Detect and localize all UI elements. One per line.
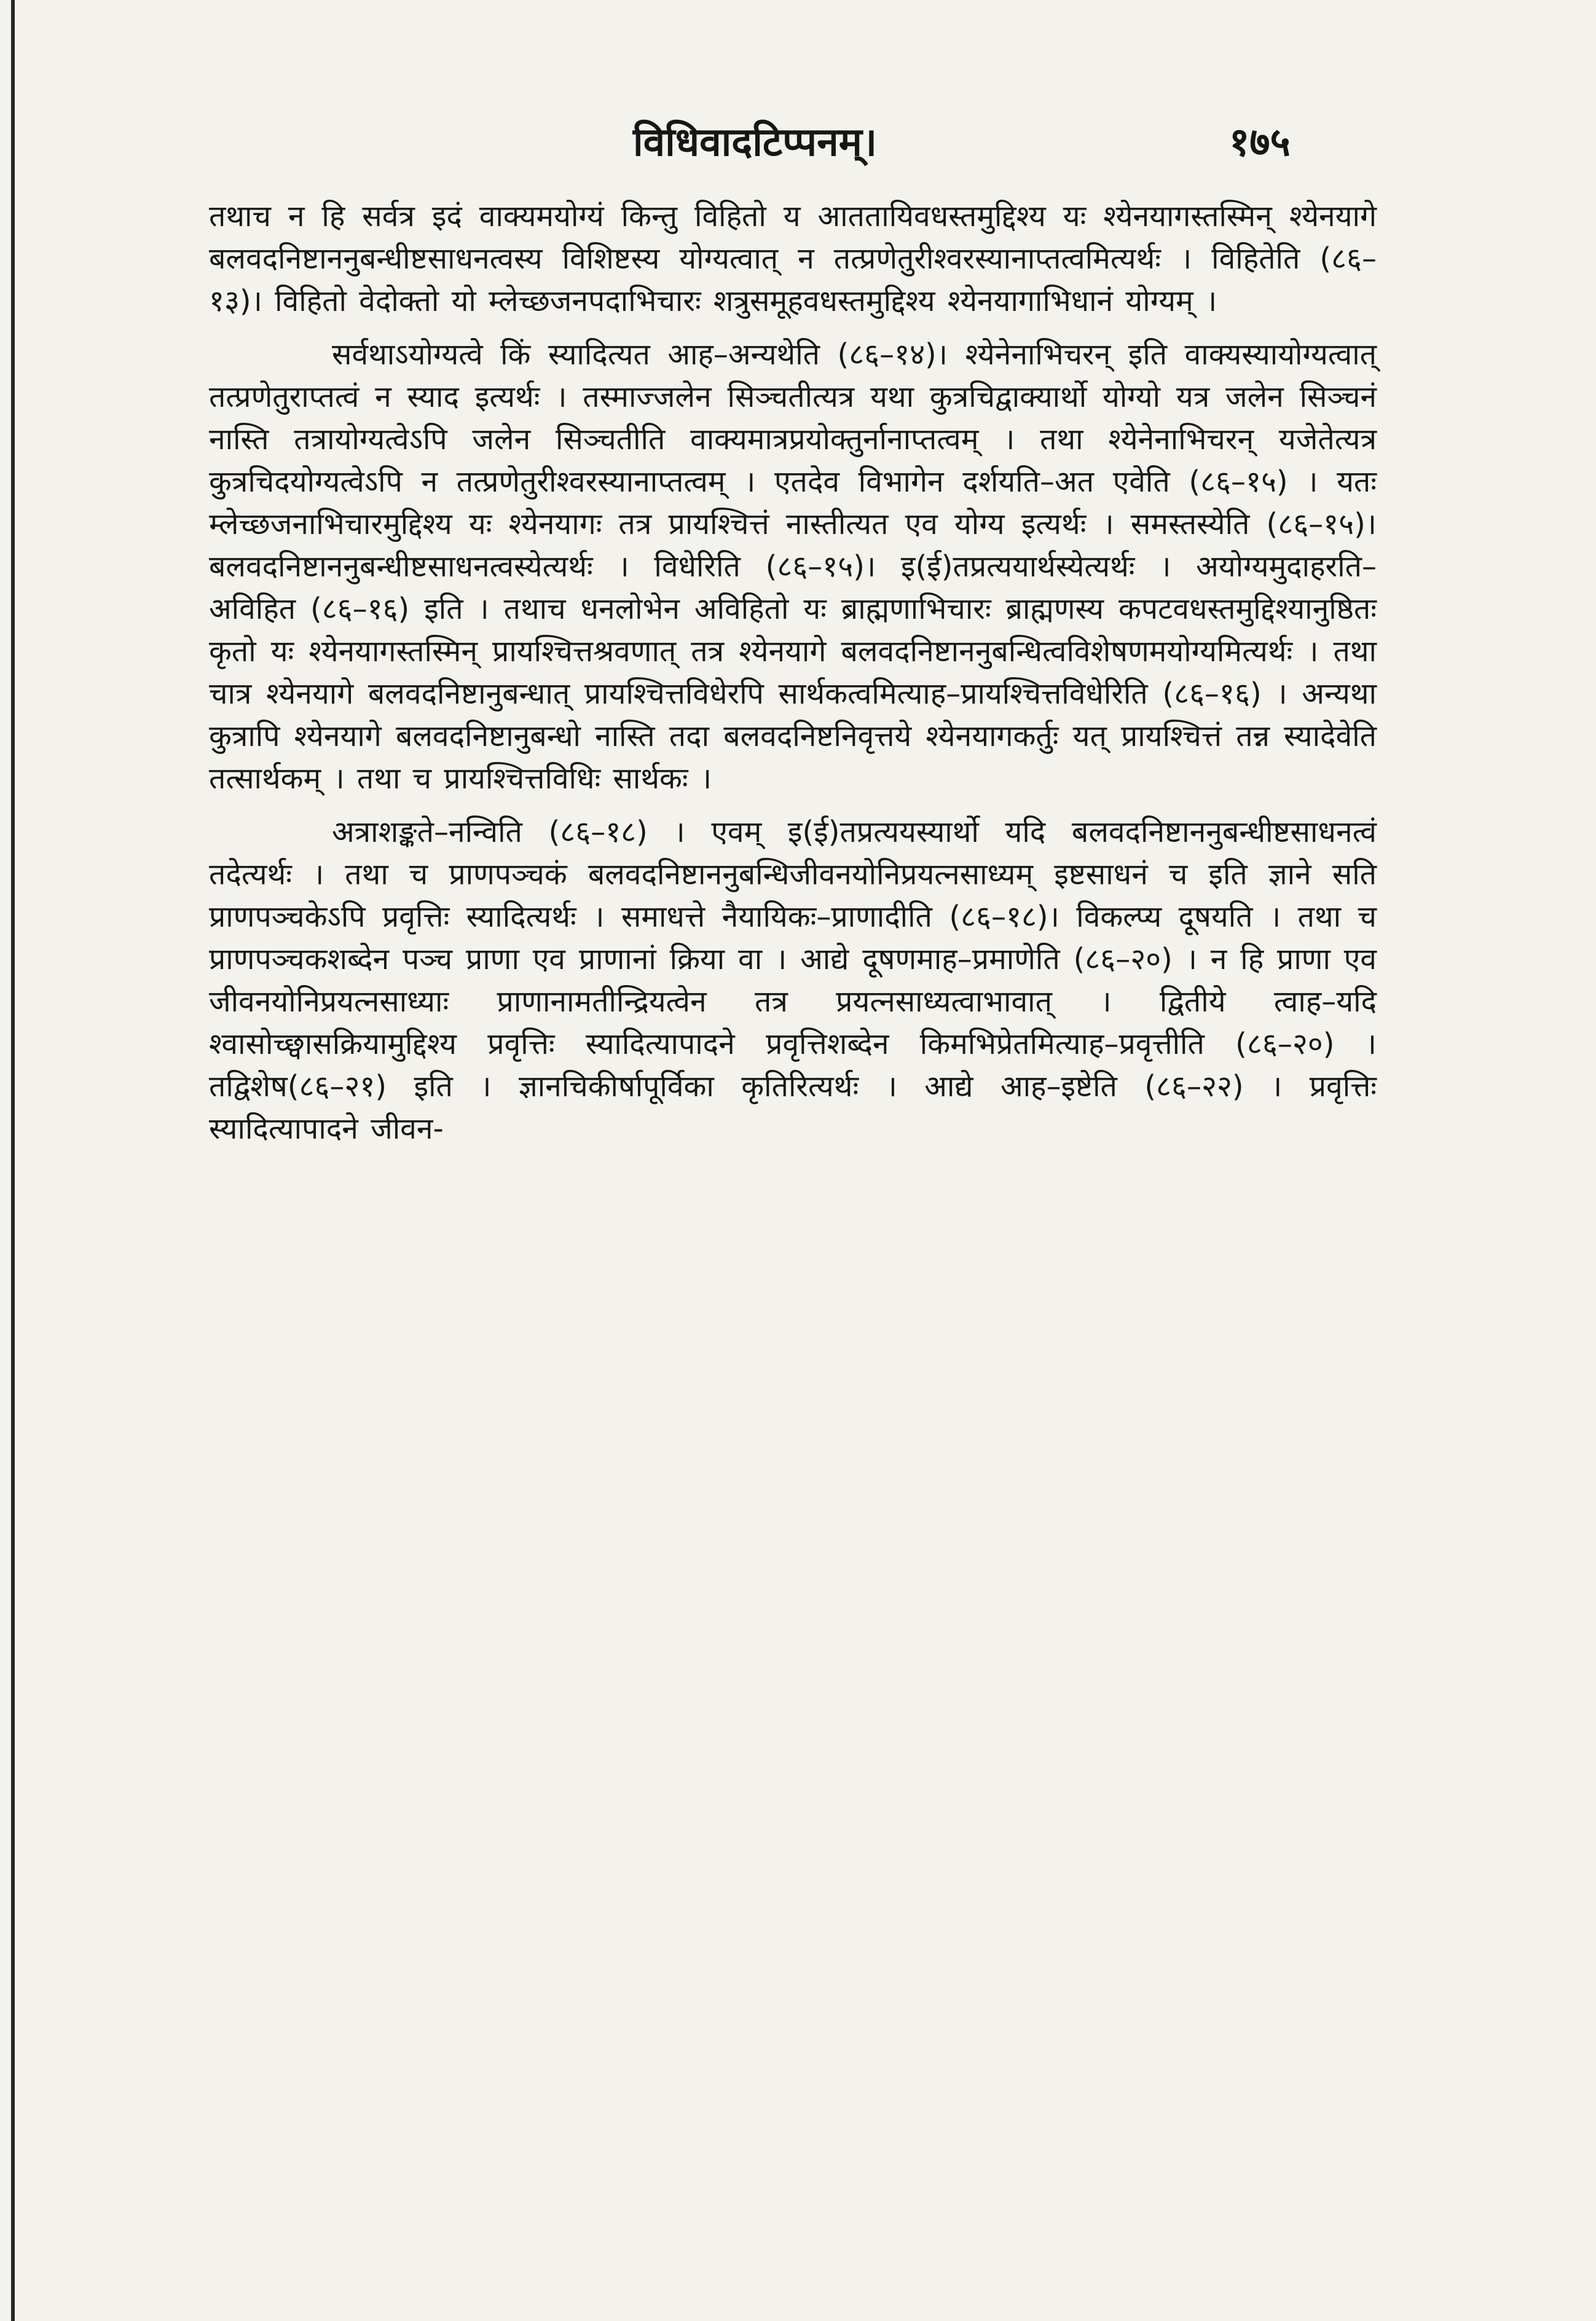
paragraph: अत्राशङ्कते–नन्विति (८६–१८) । एवम् इ(ई)तप्रत्ययस्यार्थो यदि बलवदनिष्टाननुबन्धीष्टसाधनत्वं तदेत्यर्थः । तथा च प्राणपञ्चकं बलवदनिष्टाननुबन्धिजीवनयोनिप्रयत्नसाध्यम् इष्टसाधनं च इति ज्ञाने सति प्राणपञ्चकेऽपि प्रवृत्तिः स्यादित्यर्थः । समाधत्ते नैयायिकः–प्राणादीति (८६–१८)। विकल्प्य दूषयति । तथा च प्राणपञ्चकशब्देन पञ्च प्राणा एव प्राणानां क्रिया वा । आद्ये दूषणमाह–प्रमाणेति (८६–२०) । न हि प्राणा एव जीवनयोनिप्रयत्नसाध्याः प्राणानामतीन्द्रियत्वेन तत्र प्रयत्नसाध्यत्वाभावात् । द्वितीये त्वाह–यदि श्वासोच्छ्वासक्रियामुद्दिश्य प्रवृत्तिः स्यादित्यापादने प्रवृत्तिशब्देन किमभिप्रेतमित्याह–प्रवृत्तीति (८६–२०) । तद्विशेष(८६–२१) इति । ज्ञानचिकीर्षापूर्विका कृतिरित्यर्थः । आद्ये आह–इष्टेति (८६–२२) । प्रवृत्तिः स्यादित्यापादने जीवन-	[209, 815, 1377, 1146]
page-number: १७५	[1229, 120, 1291, 165]
running-head-title: विधिवादटिप्पनम्।	[633, 120, 878, 165]
paragraph: सर्वथाऽयोग्यत्वे किं स्यादित्यत आह–अन्यथेति (८६–१४)। श्येनेनाभिचरन् इति वाक्यस्यायोग्यत्वात् तत्प्रणेतुराप्तत्वं न स्याद इत्यर्थः । तस्माज्जलेन सिञ्चतीत्यत्र यथा कुत्रचिद्वाक्यार्थो योग्यो यत्र जलेन सिञ्चनं नास्ति तत्रायोग्यत्वेऽपि जलेन सिञ्चतीति वाक्यमात्रप्रयोक्तुर्नानाप्तत्वम् । तथा श्येनेनाभिचरन् यजेतेत्यत्र कुत्रचिदयोग्यत्वेऽपि न तत्प्रणेतुरीश्वरस्यानाप्तत्वम् । एतदेव विभागेन दर्शयति–अत एवेति (८६–१५) । यतः म्लेच्छजनाभिचारमुद्दिश्य यः श्येनयागः तत्र प्रायश्चित्तं नास्तीत्यत एव योग्य इत्यर्थः । समस्तस्येति (८६–१५)। बलवदनिष्टाननुबन्धीष्टसाधनत्वस्येत्यर्थः । विधेरिति (८६–१५)। इ(ई)तप्रत्ययार्थस्येत्यर्थः । अयोग्यमुदाहरति–अविहित (८६–१६) इति । तथाच धनलोभेन अविहितो यः ब्राह्मणाभिचारः ब्राह्मणस्य कपटवधस्तमुद्दिश्यानुष्ठितः कृतो यः श्येनयागस्तस्मिन् प्रायश्चित्तश्रवणात् तत्र श्येनयागे बलवदनिष्टाननुबन्धित्वविशेषणमयोग्यमित्यर्थः । तथा चात्र श्येनयागे बलवदनिष्टानुबन्धात् प्रायश्चित्तविधेरपि सार्थकत्वमित्याह–प्रायश्चित्तविधेरिति (८६–१६) । अन्यथा कुत्रापि श्येनयागे बलवदनिष्टानुबन्धो नास्ति तदा बलवदनिष्टनिवृत्तये श्येनयागकर्तुः यत् प्रायश्चित्तं तन्न स्यादेवेति तत्सार्थकम् । तथा च प्रायश्चित्तविधिः सार्थकः ।	[209, 337, 1377, 796]
paragraph: तथाच न हि सर्वत्र इदं वाक्यमयोग्यं किन्तु विहितो य आततायिवधस्तमुद्दिश्य यः श्येनयागस्तस्मिन् श्येनयागे बलवदनिष्टाननुबन्धीष्टसाधनत्वस्य विशिष्टस्य योग्यत्वात् न तत्प्रणेतुरीश्वरस्यानाप्तत्वमित्यर्थः । विहितेति (८६–१३)। विहितो वेदोक्तो यो म्लेच्छजनपदाभिचारः शत्रुसमूहवधस्तमुद्दिश्य श्येनयागाभिधानं योग्यम् ।	[209, 199, 1377, 318]
running-head	[0, 117, 1596, 178]
commentary-text	[209, 195, 1377, 1150]
binding-edge	[11, 0, 15, 2321]
